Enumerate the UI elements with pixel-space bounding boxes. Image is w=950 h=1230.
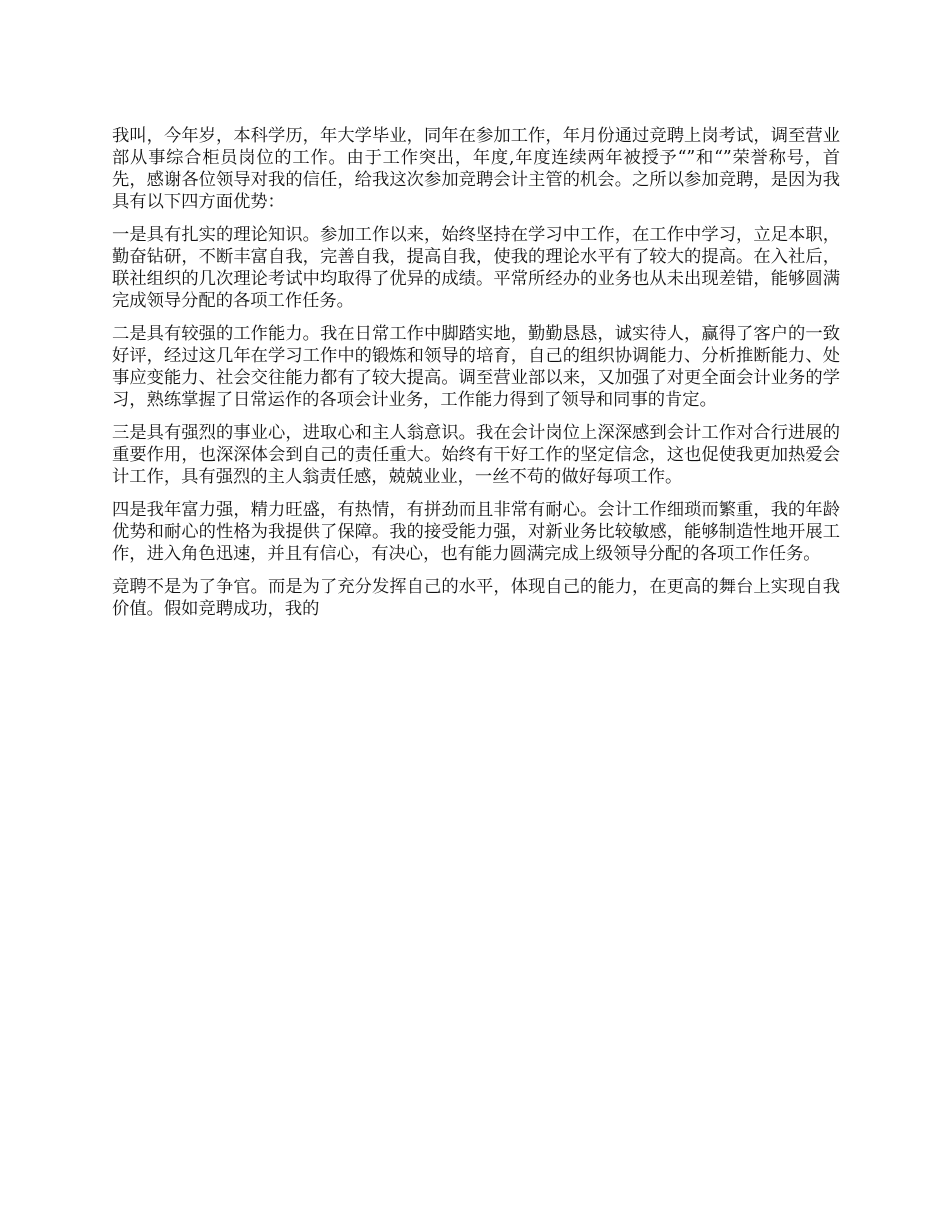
paragraph-dedication: 三是具有强烈的事业心，进取心和主人翁意识。我在会计岗位上深深感到会计工作对合行进展的重要作用，也深深体会到自己的责任重大。始终有干好工作的坚定信念，这也促使我更加热爱会计工作，具有强烈的主人翁责任感，兢兢业业，一丝不苟的做好每项工作。 xyxy=(112,423,840,487)
paragraph-closing: 竞聘不是为了争官。而是为了充分发挥自己的水平，体现自己的能力，在更高的舞台上实现自我价值。假如竞聘成功，我的 xyxy=(112,577,840,619)
paragraph-work-ability: 二是具有较强的工作能力。我在日常工作中脚踏实地，勤勤恳恳，诚实待人，赢得了客户的一致好评，经过这几年在学习工作中的锻炼和领导的培育，自己的组织协调能力、分析推断能力、处事应变能力、社会交往能力都有了较大提高。调至营业部以来，又加强了对更全面会计业务的学习，熟练掌握了日常运作的各项会计业务，工作能力得到了领导和同事的肯定。 xyxy=(112,324,840,410)
paragraph-intro: 我叫，今年岁，本科学历，年大学毕业，同年在参加工作，年月份通过竞聘上岗考试，调至营业部从事综合柜员岗位的工作。由于工作突出，年度,年度连续两年被授予“”和“”荣誉称号，首先，感谢各位领导对我的信任，给我这次参加竞聘会计主管的机会。之所以参加竞聘，是因为我具有以下四方面优势： xyxy=(112,126,840,212)
paragraph-theory-knowledge: 一是具有扎实的理论知识。参加工作以来，始终坚持在学习中工作，在工作中学习，立足本职，勤奋钻研，不断丰富自我，完善自我，提高自我，使我的理论水平有了较大的提高。在入社后，联社组织的几次理论考试中均取得了优异的成绩。平常所经办的业务也从未出现差错，能够圆满完成领导分配的各项工作任务。 xyxy=(112,225,840,311)
paragraph-energy: 四是我年富力强，精力旺盛，有热情，有拼劲而且非常有耐心。会计工作细琐而繁重，我的年龄优势和耐心的性格为我提供了保障。我的接受能力强，对新业务比较敏感，能够制造性地开展工作，进入角色迅速，并且有信心，有决心，也有能力圆满完成上级领导分配的各项工作任务。 xyxy=(112,500,840,564)
document-body xyxy=(112,125,840,631)
